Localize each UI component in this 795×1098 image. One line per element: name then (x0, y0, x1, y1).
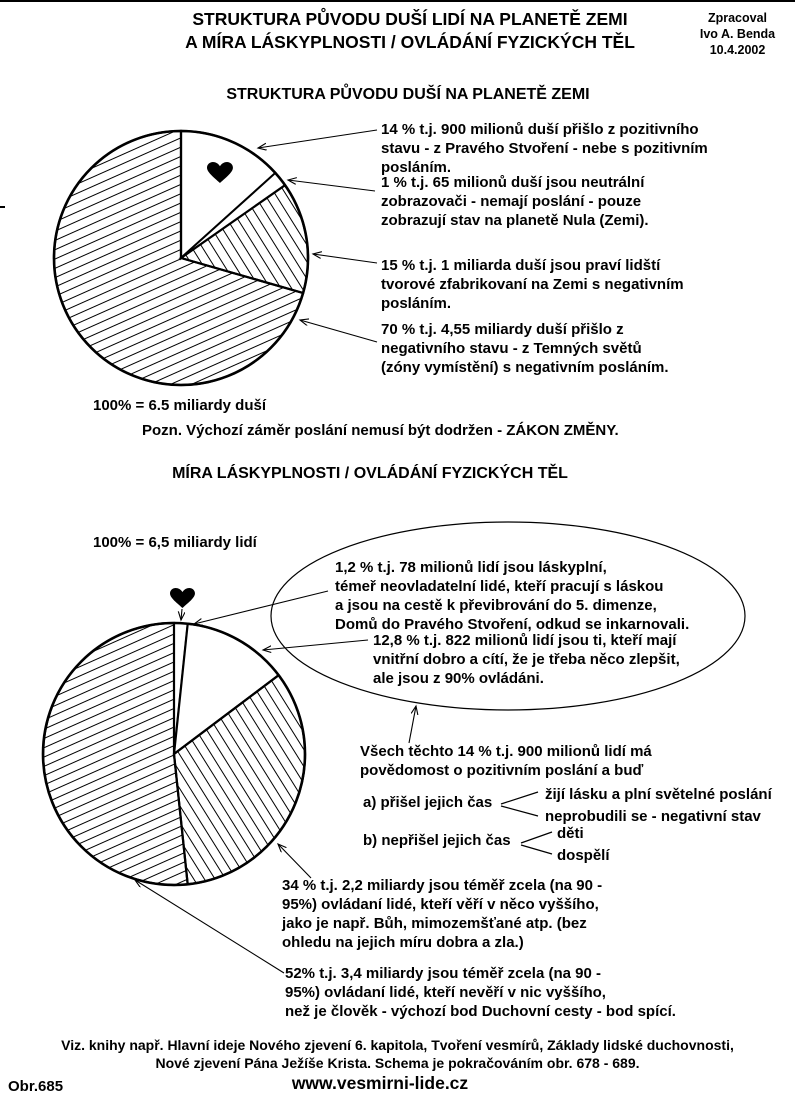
annotation-15pct: 15 % t.j. 1 miliarda duší jsou praví lidští tvorové zfabrikovaní na Zemi s negativním posláním. (381, 257, 684, 312)
footer-line1: Viz. knihy např. Hlavní ideje Nového zjevení 6. kapitola, Tvoření vesmírů, Základy lidské duchovnosti, (61, 1037, 734, 1053)
branch-b-option2: dospělí (557, 847, 610, 864)
annotation-14pct: 14 % t.j. 900 milionů duší přišlo z pozitivního stavu - z Pravého Stvoření - nebe s pozitivním posláním. (381, 121, 708, 176)
branch-a-label: a) přišel jejich čas (363, 794, 493, 811)
arrow-note-to-ellipse (409, 706, 416, 743)
arrow-to-pie2-12_8pct (263, 640, 368, 650)
branch-b-label: b) nepřišel jejich čas (363, 832, 511, 849)
branch-a-option2: neprobudili se - negativní stav (545, 808, 761, 825)
page-title-line1: STRUKTURA PŮVODU DUŠÍ LIDÍ NA PLANETĚ ZEMI (192, 9, 628, 29)
branch-a-lower-line (501, 806, 538, 816)
section1-note: Pozn. Výchozí záměr poslání nemusí být dodržen - ZÁKON ZMĚNY. (142, 422, 619, 439)
arrow-to-pie1-15pct (313, 254, 377, 263)
annotation-34pct: 34 % t.j. 2,2 miliardy jsou téměř zcela (na 90 - 95%) ovládaní lidé, kteří věří v něco vyššího, jako je např. Bůh, mimozemšťané atp. (bez ohledu na jejich míru dobra a zla.) (282, 877, 603, 951)
branch-b-option1: děti (557, 825, 584, 842)
branch-a-option1: žijí lásku a plní světelné poslání (545, 786, 772, 803)
page-title (25, 8, 795, 54)
section2-title: MÍRA LÁSKYPLNOSTI / OVLÁDÁNÍ FYZICKÝCH TĚL (172, 465, 568, 482)
website-link[interactable]: www.vesmirni-lide.cz (291, 1073, 469, 1093)
pie2-lovingness (43, 623, 305, 885)
credit-block: Zpracoval Ivo A. Benda 10.4.2002 (699, 11, 776, 57)
section1-title: STRUKTURA PŮVODU DUŠÍ NA PLANETĚ ZEMI (226, 86, 590, 103)
figure-number: Obr.685 (8, 1078, 64, 1095)
arrow-to-pie1-14pct (258, 130, 377, 148)
page-title-line2: A MÍRA LÁSKYPLNOSTI / OVLÁDÁNÍ FYZICKÝCH TĚL (185, 32, 635, 52)
pie2-slice-52pct (43, 623, 188, 885)
pie1-souls-origin (54, 131, 308, 385)
footer-references (0, 1036, 795, 1072)
branch-b-upper-line (521, 832, 552, 843)
arrow-to-pie1-70pct (300, 320, 377, 342)
annotation-12_8pct: 12,8 % t.j. 822 milionů lidí jsou ti, kteří mají vnitřní dobro a cítí, že je třeba něco zlepšit, ale jsou z 90% ovládáni. (373, 632, 680, 687)
heart-icon (170, 588, 195, 608)
middle-note: Všech těchto 14 % t.j. 900 milionů lidí má povědomost o pozitivním poslání a buď (360, 743, 652, 779)
annotation-52pct: 52% t.j. 3,4 miliardy jsou téměř zcela (na 90 - 95%) ovládaní lidé, kteří nevěří v nic vyššího, než je člověk - výchozí bod Duchovní cesty - bod spící. (285, 965, 676, 1020)
annotation-70pct: 70 % t.j. 4,55 miliardy duší přišlo z negativního stavu - z Temných světů (zóny vymístění) s negativním posláním. (381, 321, 669, 376)
branch-a-upper-line (501, 792, 538, 804)
arrow-to-pie2-52pct (135, 880, 284, 973)
pie1-total-label: 100% = 6.5 miliardy duší (93, 397, 267, 414)
arrow-to-pie2-34pct (278, 844, 311, 878)
arrow-to-pie1-1pct (288, 180, 375, 191)
page-top-edge (0, 0, 795, 2)
arrow-heart-to-pie2-1_2pct (181, 609, 182, 620)
annotation-1_2pct: 1,2 % t.j. 78 milionů lidí jsou láskyplní, témeř neovladatelní lidé, kteří pracují s láskou a jsou na cestě k převibrování do 5. dimenze, Domů do Pravého Stvoření, odkud se inkarnovali. (335, 559, 690, 633)
annotation-1pct: 1 % t.j. 65 milionů duší jsou neutrální zobrazovači - nemají poslání - pouze zobrazují stav na planetě Nula (Zemi). (381, 174, 649, 229)
pie2-total-label: 100% = 6,5 miliardy lidí (93, 534, 257, 551)
branch-b-lower-line (521, 845, 552, 854)
footer-line2: Nové zjevení Pána Ježíše Krista. Schema je pokračováním obr. 678 - 689. (155, 1055, 640, 1071)
arrow-to-pie2-1_2pct (194, 591, 328, 624)
